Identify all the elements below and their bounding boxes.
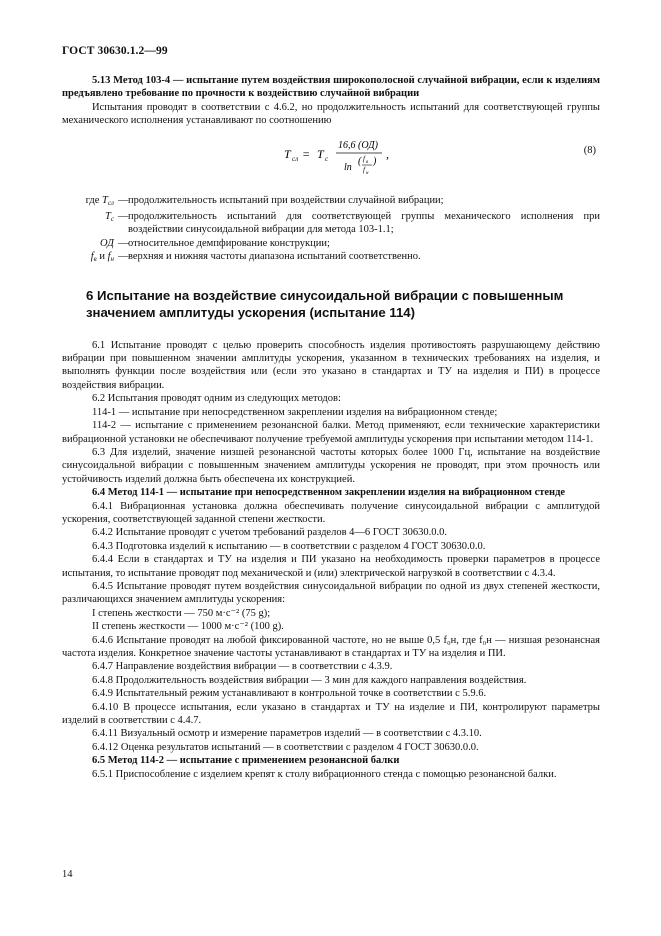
formula-t: T: [317, 146, 324, 161]
legend-text: продолжительность испытаний для соответствующей группы механического исполнения при воздействии синусоидальной вибрации для метода 103-1.1;: [128, 211, 600, 236]
paragraph-6-1: 6.1 Испытание проводят с целью проверить способность изделия противостоять разрушающему действию вибрации при повышенном значении амплитуды ускорения, указанном в технических требованиях на изделия, и выполнять функции после воздействия или (если это указано в стандартах и ТУ на изделия и ПИ) в процессе воздействия вибрации.: [62, 339, 600, 391]
legend-and: и: [96, 251, 108, 263]
formula-fv: f: [363, 154, 365, 163]
legend-row: где $T_{сл}$ — продолжительность испытаний при воздействии случайной вибрации;: [62, 194, 600, 210]
paragraph-6-2-a: 114-1 — испытание при непосредственном закреплении изделия на вибрационном стенде;: [92, 406, 498, 418]
legend-symbol: ОД: [99, 237, 114, 249]
paragraph-6-4-4: 6.4.4 Если в стандартах и ТУ на изделия и ПИ указано на необходимость проверки параметров в процессе испытания, то испытание проводят под механической и (или) электрической нагрузкой в соответствии с 4.3.4.: [62, 554, 600, 579]
formula-fn-sub: н: [366, 170, 369, 176]
legend-symbol-sub: в: [93, 255, 97, 264]
section-5-13-paragraph: Испытания проводят в соответствии с 4.6.2, но продолжительность испытаний для соответствующей группы механического исполнения устанавливают по соотношению: [62, 101, 600, 127]
paragraph-6-4-10: 6.4.10 В процессе испытания, если указано в стандартах и ТУ на изделие и ПИ, контролируют параметры изделий в соответствии с 4.4.7.: [62, 701, 600, 727]
page-content: [62, 74, 600, 781]
legend-symbol-2: f: [107, 251, 111, 263]
legend-symbol-2-sub: н: [110, 255, 114, 264]
legend-text: относительное демпфирование конструкции;: [128, 237, 330, 249]
formula-t-sub: с: [325, 154, 329, 163]
legend-symbol: f: [90, 251, 94, 263]
paragraph-6-2: 6.2 Испытания проводят одним из следующих методов:: [92, 393, 341, 405]
formula-legend: [62, 194, 600, 267]
paragraph-6-4-title: 6.4 Метод 114-1 — испытание при непосредственном закреплении изделия на вибрационном стенде: [92, 487, 566, 499]
legend-text: верхняя и нижняя частоты диапазона испытаний соответственно.: [128, 251, 421, 263]
legend-symbol: T: [105, 211, 111, 223]
paragraph-6-4-1: 6.4.1 Вибрационная установка должна обеспечивать получение синусоидальной вибрации с амплитудой ускорения, соответствующей заданной степени жесткости.: [62, 500, 600, 525]
formula-lhs: T: [284, 146, 291, 161]
section-6-heading: 6 Испытание на воздействие синусоидальной вибрации с повышенным значением амплитуды ускорения (испытание 114): [86, 287, 564, 320]
legend-prefix: где: [85, 194, 100, 206]
formula-comma: ,: [386, 146, 389, 161]
svg-text:): ): [373, 155, 377, 167]
paragraph-6-4-5: 6.4.5 Испытание проводят путем воздействия синусоидальной вибрации по одной из двух степеней жесткости, различающихся значением амплитуды ускорения:: [62, 580, 600, 606]
paragraph-6-3: 6.3 Для изделий, значение низшей резонансной частоты которых более 1000 Гц, испытание на воздействие синусоидальной вибрации с повышенным значением амплитуды ускорения не проводят, при этом прочность или устойчивость изделий должна быть обеспечена их конструкцией.: [62, 446, 600, 485]
formula-numerator: 16,6 (ОД): [338, 139, 378, 151]
formula-body: [284, 136, 474, 190]
formula-fv-sub: в: [366, 159, 369, 165]
formula-number: (8): [583, 144, 596, 156]
document-header: ГОСТ 30630.1.2—99: [62, 45, 168, 57]
paragraph-6-4-3: 6.4.3 Подготовка изделий к испытанию — в соответствии с разделом 4 ГОСТ 30630.0.0.: [92, 540, 486, 552]
paragraph-6-4-5-b: II степень жесткости — 1000 м·с⁻² (100 g).: [92, 621, 284, 633]
legend-symbol: T: [101, 194, 108, 206]
legend-row: $T_с$ — продолжительность испытаний для соответствующей группы механического исполнения при воздействии синусоидальной вибрации для метода 103-1.1;: [105, 211, 600, 236]
legend-symbol-sub: сл: [107, 198, 114, 207]
paragraph-6-4-12: 6.4.12 Оценка результатов испытаний — в соответствии с разделом 4 ГОСТ 30630.0.0.: [92, 741, 479, 753]
paragraph-6-4-2: 6.4.2 Испытание проводят с учетом требований разделов 4—6 ГОСТ 30630.0.0.: [92, 527, 447, 539]
paragraph-6-2-b: 114-2 — испытание с применением резонансной балки. Метод применяют, если технические характеристики вибрационной установки не обеспечивают получение требуемой амплитуды ускорения при испытании методом 114-1.: [62, 420, 600, 445]
svg-text:(: (: [358, 155, 362, 167]
formula-eq: =: [302, 146, 311, 161]
page-number: 14: [62, 869, 73, 880]
formula-graphic: [284, 136, 474, 186]
paragraph-6-4-11: 6.4.11 Визуальный осмотр и измерение параметров изделий — в соответствии с 4.3.10.: [92, 728, 482, 740]
paragraph-6-4-9: 6.4.9 Испытательный режим устанавливают в контрольной точке в соответствии с 5.9.6.: [92, 688, 487, 700]
formula-8: [62, 134, 600, 186]
paragraph-6-5-1: 6.5.1 Приспособление с изделием крепят к столу вибрационного стенда с помощью резонансной балки.: [92, 768, 557, 780]
paragraph-6-4-6: 6.4.6 Испытание проводят на любой фиксированной частоте, но не выше 0,5 f₀н, где f₀н — низшая резонансная частота изделия. Конкретное значение частоты устанавливают в стандартах и ТУ на изделия и ПИ.: [62, 634, 600, 659]
paragraph-6-4-8: 6.4.8 Продолжительность воздействия вибрации — 3 мин для каждого направления воздействия.: [92, 674, 527, 686]
legend-row: $f_в$ и $f_н$ — верхняя и нижняя частоты диапазона испытаний соответственно.: [62, 250, 600, 266]
legend-row: ОД — относительное демпфирование конструкции;: [62, 237, 600, 250]
paragraph-6-4-5-a: I степень жесткости — 750 м·с⁻² (75 g);: [92, 607, 271, 619]
formula-fn: f: [363, 165, 365, 174]
formula-lhs-sub: сл: [292, 154, 299, 163]
legend-text: продолжительность испытаний при воздействии случайной вибрации;: [128, 194, 444, 206]
section-5-13-title: 5.13 Метод 103-4 — испытание путем воздействия широкополосной случайной вибрации, если к изделиям предъявлено требование по прочности к воздействию случайной вибрации: [62, 75, 600, 100]
paragraph-6-5-title: 6.5 Метод 114-2 — испытание с применением резонансной балки: [92, 755, 400, 767]
formula-ln: ln: [344, 161, 352, 173]
legend-symbol-sub: с: [110, 215, 114, 224]
paragraph-6-4-7: 6.4.7 Направление воздействия вибрации — в соответствии с 4.3.9.: [92, 661, 393, 673]
